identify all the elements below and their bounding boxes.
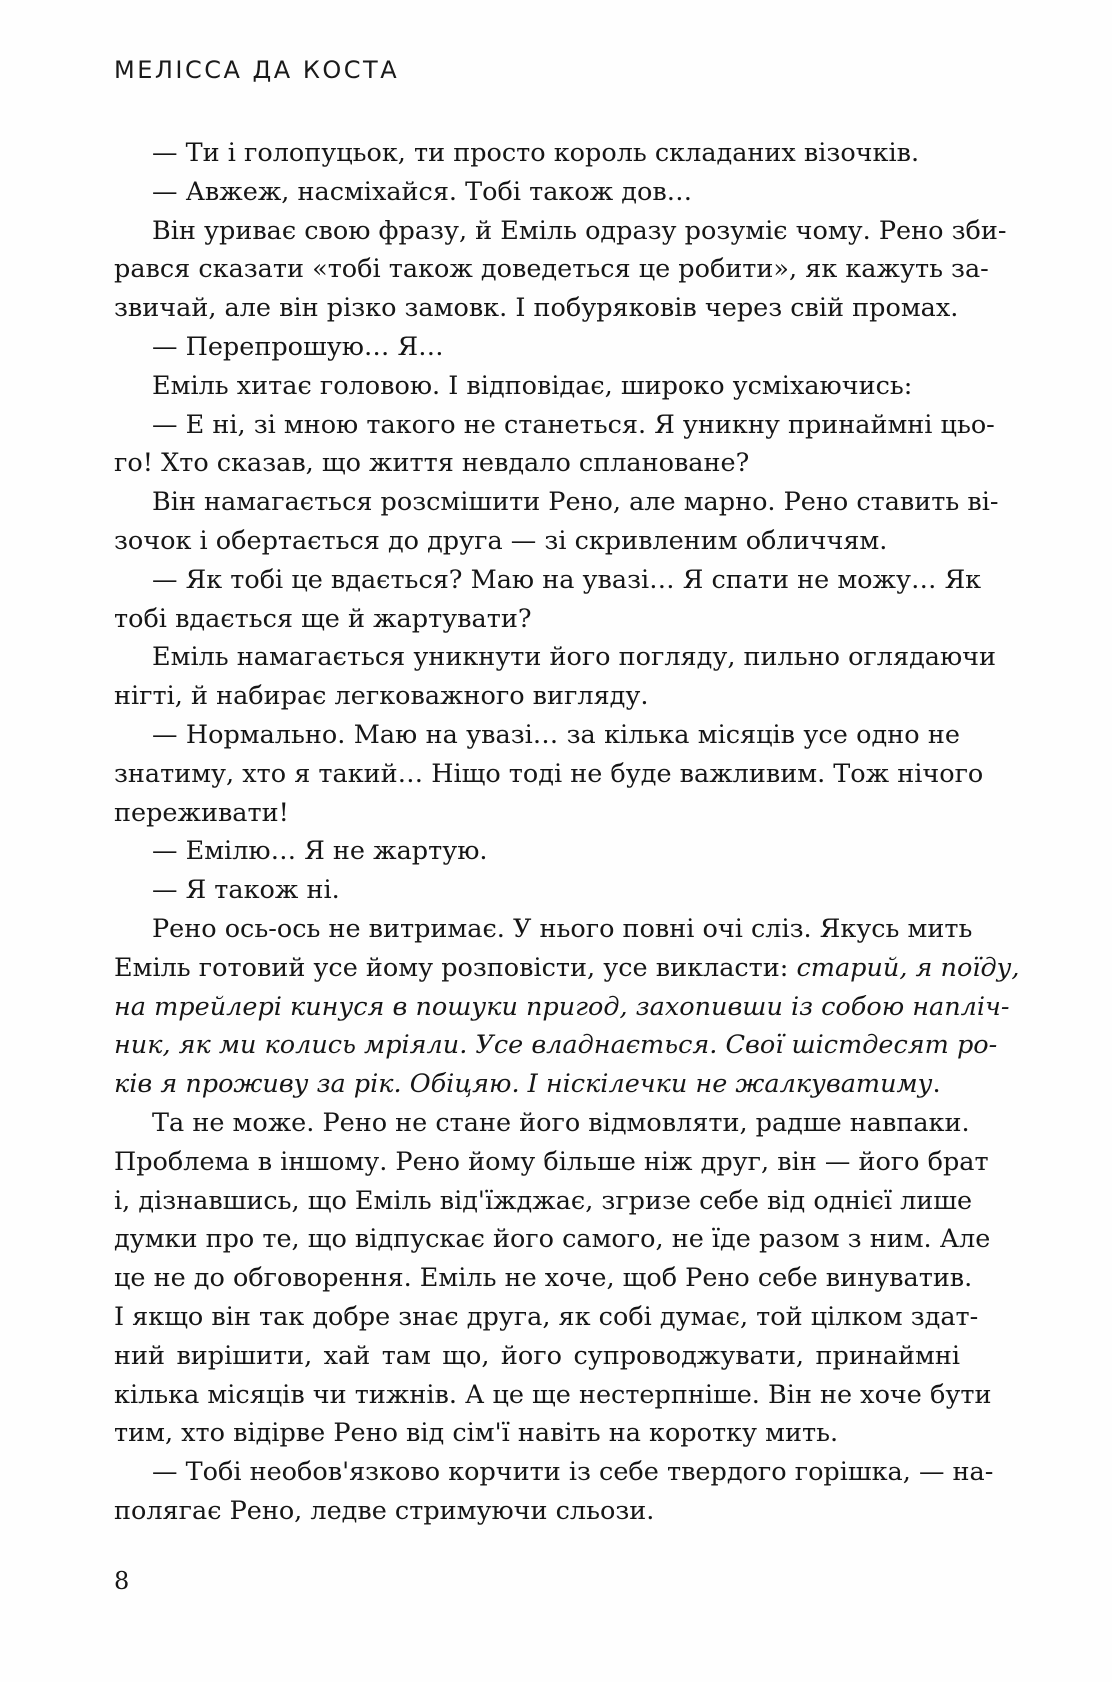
text-line [114, 1065, 960, 1104]
text-segment: Та не може. Рено не стане його відмовляти, радше навпаки. [152, 1107, 970, 1138]
text-line [114, 988, 1010, 1027]
text-segment: — Емілю… Я не жартую. [152, 836, 488, 867]
text-line [114, 1143, 989, 1182]
text-segment: — Тобі необов'язково корчити із себе твердого горішка, — на- [152, 1457, 994, 1488]
text-segment: нігті, й набирає легковажного вигляду. [114, 681, 649, 712]
text-segment: кілька місяців чи тижнів. А це ще нестерпніше. Він не хоче бути [114, 1379, 992, 1410]
text-line [114, 1492, 960, 1531]
text-line [114, 794, 960, 833]
text-segment: зочок і обертається до друга — зі скривленим обличчям. [114, 525, 888, 556]
text-segment: Еміль намагається уникнути його погляду, пильно оглядаючи [152, 642, 997, 673]
text-segment: рався сказати «тобі також доведеться це робити», як кажуть за- [114, 254, 989, 285]
text-line [114, 561, 982, 600]
text-line [114, 755, 984, 794]
text-line [114, 1220, 991, 1259]
text-segment: Еміль хитає головою. І відповідає, широко усміхаючись: [152, 370, 913, 401]
body-text [114, 134, 1020, 1531]
text-line [114, 716, 960, 755]
text-segment: полягає Рено, ледве стримуючи сльози. [114, 1495, 655, 1526]
italic-text: на трейлері кинуся в пошуки пригод, захопивши із собою напліч- [114, 991, 1010, 1022]
text-segment: це не до обговорення. Еміль не хоче, щоб Рено себе винуватив. [114, 1263, 973, 1294]
text-line [114, 289, 960, 328]
text-line [114, 1182, 973, 1221]
italic-text: ків я проживу за рік. Обіцяю. І ніскілечки не жалкуватиму [114, 1069, 933, 1100]
text-segment: ний вирішити, хай там що, його супроводжувати, принаймні [114, 1340, 960, 1371]
text-segment: Рено ось-ось не витримає. У нього повні очі сліз. Якусь мить [152, 913, 973, 944]
text-line [114, 1376, 992, 1415]
running-head: МЕЛІССА ДА КОСТА [114, 56, 400, 84]
text-segment: переживати! [114, 797, 289, 828]
text-line [114, 910, 973, 949]
text-segment: Проблема в іншому. Рено йому більше ніж друг, він — його брат [114, 1146, 989, 1177]
text-line [114, 600, 960, 639]
text-line [114, 1026, 998, 1065]
text-segment: І якщо він так добре знає друга, як собі думає, той цілком здат- [114, 1301, 979, 1332]
text-segment: го! Хто сказав, що життя невдало сплановане? [114, 448, 750, 479]
text-line [114, 949, 1020, 988]
text-segment: знатиму, хто я такий… Ніщо тоді не буде важливим. Тож нічого [114, 758, 984, 789]
text-segment: Він уриває свою фразу, й Еміль одразу розуміє чому. Рено зби- [152, 215, 1007, 246]
text-line [114, 173, 960, 212]
text-line [114, 522, 960, 561]
text-line [114, 1414, 960, 1453]
text-segment: думки про те, що відпускає його самого, не їде разом з ним. Але [114, 1224, 991, 1255]
text-line [114, 638, 997, 677]
text-line [114, 832, 960, 871]
text-line [114, 1453, 994, 1492]
italic-text: старий, я поїду, [796, 952, 1020, 983]
text-segment: — Нормально. Маю на увазі… за кілька місяців усе одно не [152, 719, 960, 750]
page-number: 8 [114, 1567, 130, 1595]
italic-text: ник, як ми колись мріяли. Усе владнається. Свої шістдесят ро- [114, 1030, 998, 1061]
text-line [114, 367, 960, 406]
text-segment: . [932, 1069, 941, 1100]
text-line [114, 677, 960, 716]
text-segment: звичай, але він різко замовк. І побуряковів через свій промах. [114, 293, 959, 324]
text-line [114, 1104, 970, 1143]
text-line [114, 444, 960, 483]
text-segment: — Перепрошую… Я… [152, 331, 444, 362]
text-line [114, 328, 960, 367]
text-segment: тим, хто відірве Рено від сім'ї навіть на коротку мить. [114, 1418, 839, 1449]
text-segment: — Е ні, зі мною такого не станеться. Я уникну принаймні цьо- [152, 409, 995, 440]
text-segment: — Як тобі це вдається? Маю на увазі… Я спати не можу… Як [152, 564, 982, 595]
text-line [114, 134, 960, 173]
text-line [114, 1259, 973, 1298]
text-line [114, 871, 960, 910]
text-segment: — Я також ні. [152, 875, 340, 906]
text-segment: — Авжеж, насміхайся. Тобі також дов… [152, 176, 693, 207]
text-segment: і, дізнавшись, що Еміль від'їжджає, згризе себе від однієї лише [114, 1185, 973, 1216]
text-segment: Він намагається розсмішити Рено, але марно. Рено ставить ві- [152, 487, 999, 518]
text-line [114, 483, 999, 522]
text-line [114, 212, 1007, 251]
text-segment: тобі вдається ще й жартувати? [114, 603, 532, 634]
text-segment: Еміль готовий усе йому розповісти, усе викласти: [114, 952, 797, 983]
text-segment: — Ти і голопуцьок, ти просто король складаних візочків. [152, 138, 920, 168]
text-line [114, 406, 995, 445]
text-line [114, 250, 989, 289]
text-line [114, 1337, 960, 1376]
text-line [114, 1298, 979, 1337]
